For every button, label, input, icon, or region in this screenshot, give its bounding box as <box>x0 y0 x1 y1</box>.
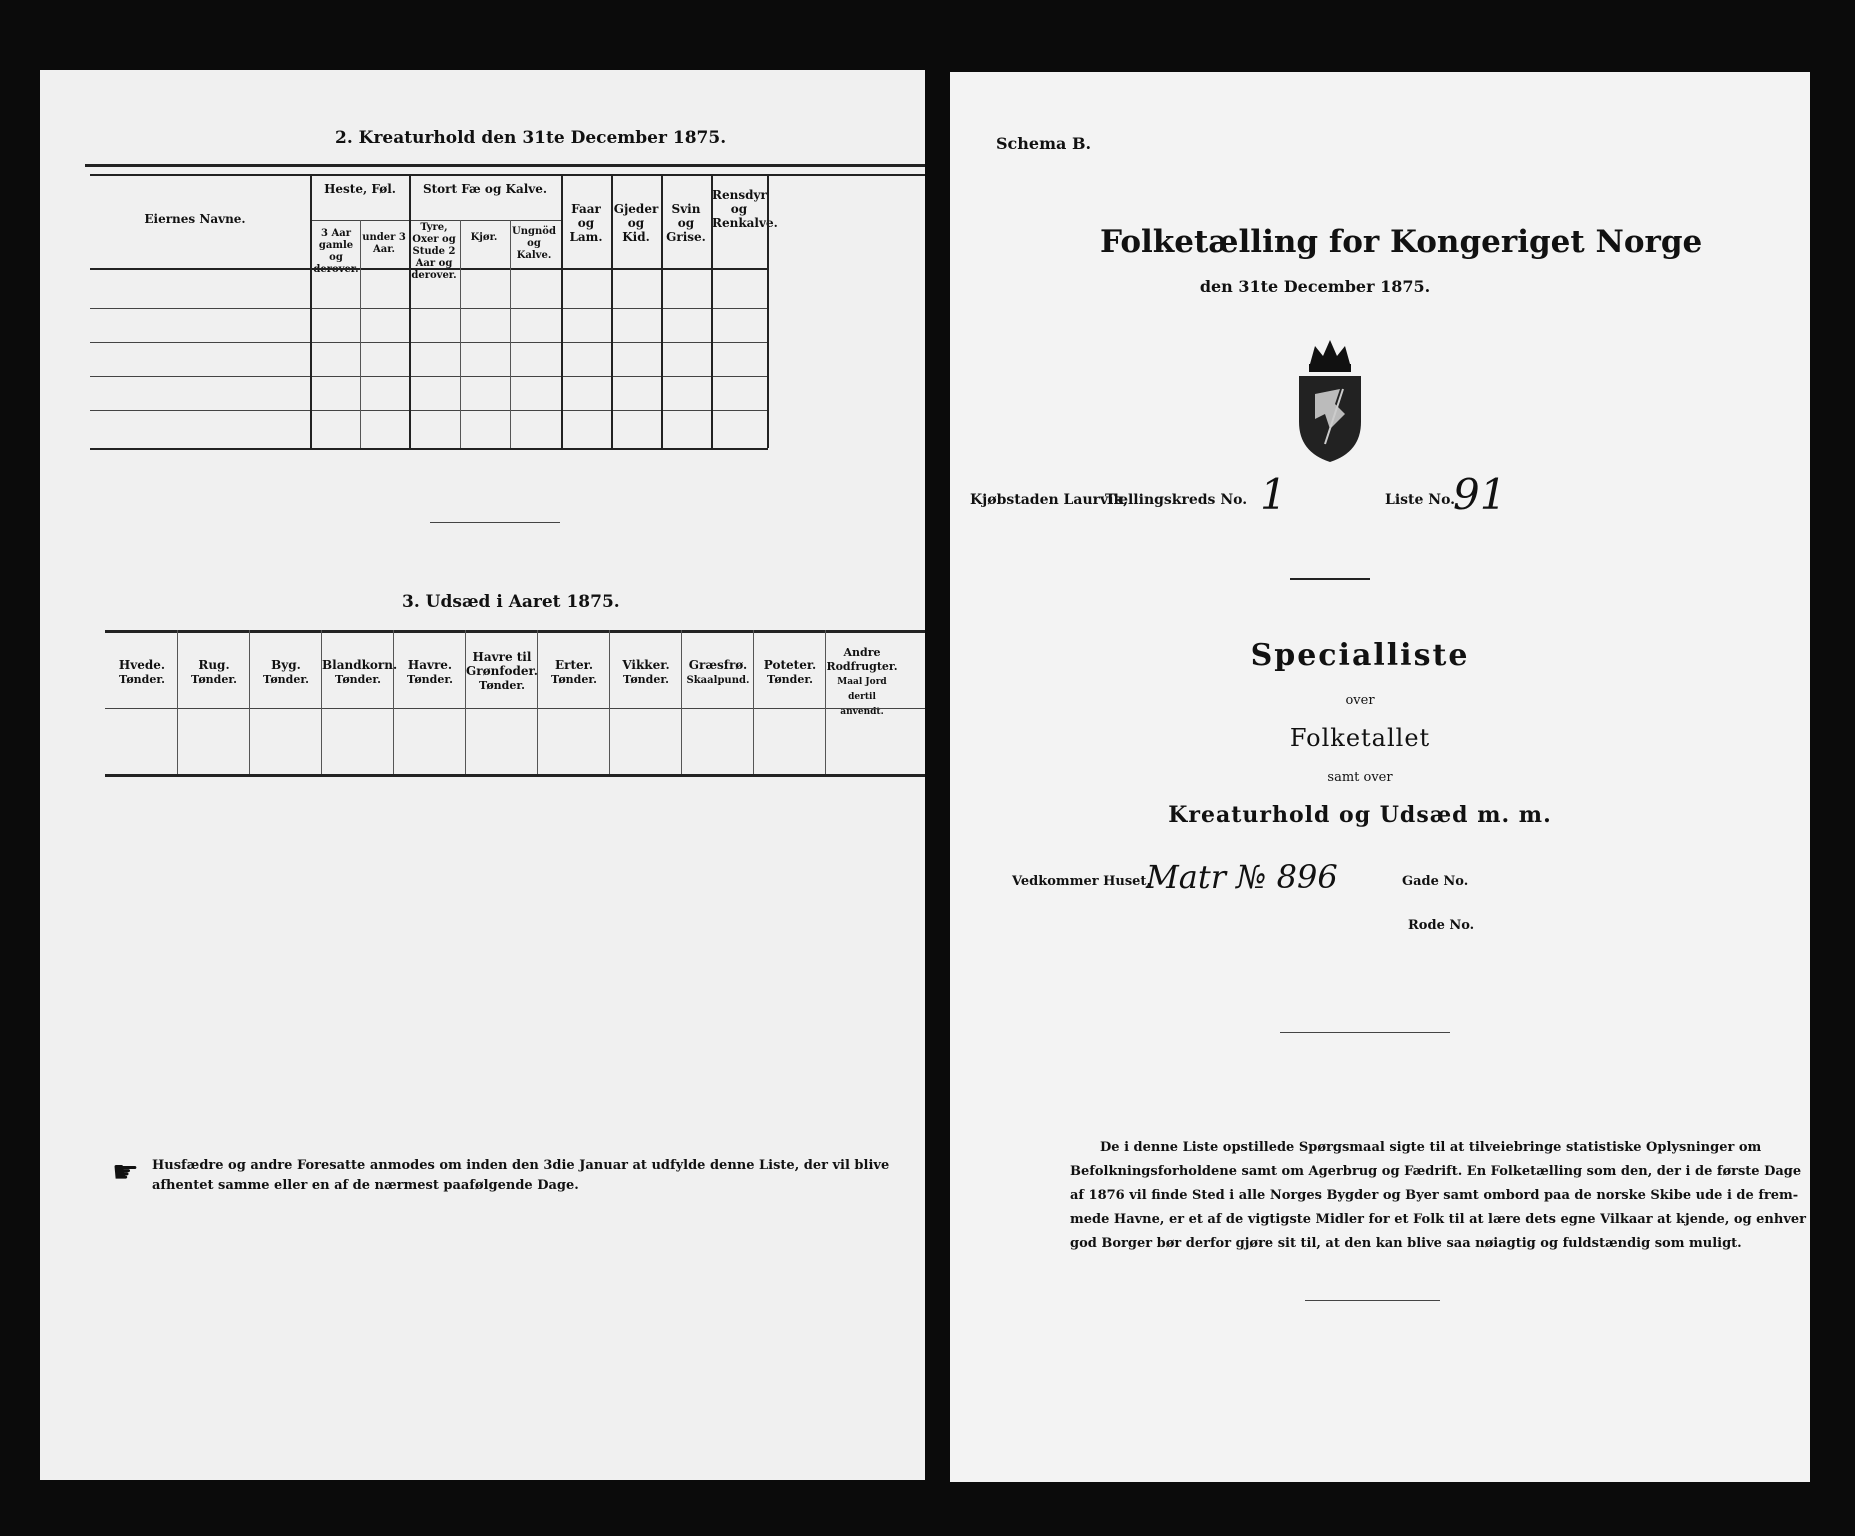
col-line <box>249 630 250 774</box>
divider <box>430 522 560 523</box>
rule <box>90 448 768 450</box>
rode-label: Rode No. <box>1408 918 1475 933</box>
col-line <box>360 220 361 448</box>
rensdyr-header: Rensdyr og Renkalve. <box>712 188 778 230</box>
col-blandkorn: Blandkorn. Tønder. <box>322 658 398 686</box>
col-line <box>711 174 713 448</box>
heste-header: Heste, Føl. <box>324 182 396 196</box>
faar-header: Faar og Lam. <box>569 202 603 244</box>
col-line <box>393 630 394 774</box>
kreds-label: Tællingskreds No. <box>1105 492 1248 508</box>
col-line <box>661 174 663 448</box>
heste-sub1: 3 Aar gamle og derover. <box>313 228 359 275</box>
col-line <box>609 630 610 774</box>
rule <box>90 268 768 270</box>
left-page <box>40 70 925 1480</box>
col-byg: Byg. Tønder. <box>263 658 309 686</box>
rule <box>105 708 925 709</box>
rule <box>90 376 768 377</box>
stort-sub1: Tyre, Oxer og Stude 2 Aar og derover. <box>411 222 457 281</box>
col-graesfro: Græsfrø. Skaalpund. <box>686 658 750 686</box>
col-line <box>767 174 769 448</box>
rule <box>90 174 925 176</box>
owner-col-header: Eiernes Navne. <box>144 212 246 226</box>
divider <box>1290 578 1370 580</box>
col-line <box>537 630 538 774</box>
col-line <box>321 630 322 774</box>
gjeder-header: Gjeder og Kid. <box>613 202 659 244</box>
col-erter: Erter. Tønder. <box>551 658 597 686</box>
col-havre: Havre. Tønder. <box>407 658 453 686</box>
kreds-value: 1 <box>1260 470 1287 519</box>
col-line <box>177 630 178 774</box>
heste-sub2: under 3 Aar. <box>362 232 406 255</box>
notice-line2: afhentet samme eller en af de nærmest paafølgende Dage. <box>152 1178 579 1193</box>
section3-title: 3. Udsæd i Aaret 1875. <box>402 592 620 612</box>
col-havre-gronfoder: Havre til Grønfoder. Tønder. <box>466 650 538 692</box>
col-line <box>681 630 682 774</box>
schema-label: Schema B. <box>996 134 1092 153</box>
folketallet: Folketallet <box>1289 724 1431 752</box>
over-1: over <box>1345 693 1375 708</box>
title-date: den 31te December 1875. <box>1199 277 1431 296</box>
liste-label: Liste No. <box>1385 492 1456 508</box>
kreaturhold-heading: Kreaturhold og Udsæd m. m. <box>1168 802 1552 828</box>
specialliste-heading: Specialliste <box>1250 638 1470 673</box>
col-rug: Rug. Tønder. <box>191 658 237 686</box>
col-line <box>510 220 511 448</box>
rule <box>90 308 768 309</box>
col-line <box>409 174 411 448</box>
body-line-3: af 1876 vil finde Sted i alle Norges Bygder og Byer samt ombord paa de norske Skibe ude i de frem- <box>1070 1188 1799 1203</box>
rule <box>90 410 768 411</box>
rule <box>312 220 562 221</box>
col-line <box>465 630 466 774</box>
col-line <box>561 174 563 448</box>
rule <box>85 164 925 167</box>
section2-title: 2. Kreaturhold den 31te December 1875. <box>335 128 727 148</box>
kjobstaden-label: Kjøbstaden Laurvik, <box>970 492 1129 508</box>
right-page <box>950 72 1810 1482</box>
col-line <box>310 174 312 448</box>
pointing-hand-icon: ☛ <box>112 1155 139 1190</box>
col-line <box>611 174 613 448</box>
samt-over: samt over <box>1327 770 1393 785</box>
vedkommer-value: Matr № 896 <box>1146 858 1338 896</box>
stort-sub2: Kjør. <box>470 232 498 243</box>
vedkommer-label: Vedkommer Huset, <box>1012 874 1151 889</box>
col-andre-rodfrugter: Andre Rodfrugter. Maal Jord dertil anvendt. <box>826 646 898 717</box>
col-vikker: Vikker. Tønder. <box>622 658 670 686</box>
divider <box>1280 1032 1450 1033</box>
col-line <box>825 630 826 774</box>
rule <box>105 630 925 633</box>
col-poteter: Poteter. Tønder. <box>763 658 817 686</box>
stort-header: Stort Fæ og Kalve. <box>422 182 548 196</box>
liste-value: 91 <box>1453 470 1507 519</box>
body-line-2: Befolkningsforholdene samt om Agerbrug og Fædrift. En Folketælling som den, der i de første Dage <box>1070 1164 1802 1179</box>
main-title: Folketælling for Kongeriget Norge <box>1100 224 1703 260</box>
coat-of-arms-icon <box>1285 334 1375 464</box>
col-line <box>460 220 461 448</box>
gade-label: Gade No. <box>1402 874 1469 889</box>
body-line-1: De i denne Liste opstillede Spørgsmaal sigte til at tilveiebringe statistiske Oplysninger om <box>1100 1140 1762 1155</box>
col-hvede: Hvede. Tønder. <box>118 658 166 686</box>
rule <box>105 774 925 777</box>
stort-sub3: Ungnöd og Kalve. <box>512 226 556 261</box>
body-line-5: god Borger bør derfor gjøre sit til, at den kan blive saa nøiagtig og fuldstændig som muligt. <box>1070 1236 1742 1251</box>
divider <box>1305 1300 1440 1301</box>
rule <box>90 342 768 343</box>
body-line-4: mede Havne, er et af de vigtigste Midler for et Folk til at lære dets egne Vilkaar at kjende, og enhver <box>1070 1212 1807 1227</box>
svin-header: Svin og Grise. <box>666 202 706 244</box>
notice-line1: Husfædre og andre Foresatte anmodes om inden den 3die Januar at udfylde denne Liste, der vil blive <box>152 1158 890 1173</box>
col-line <box>753 630 754 774</box>
